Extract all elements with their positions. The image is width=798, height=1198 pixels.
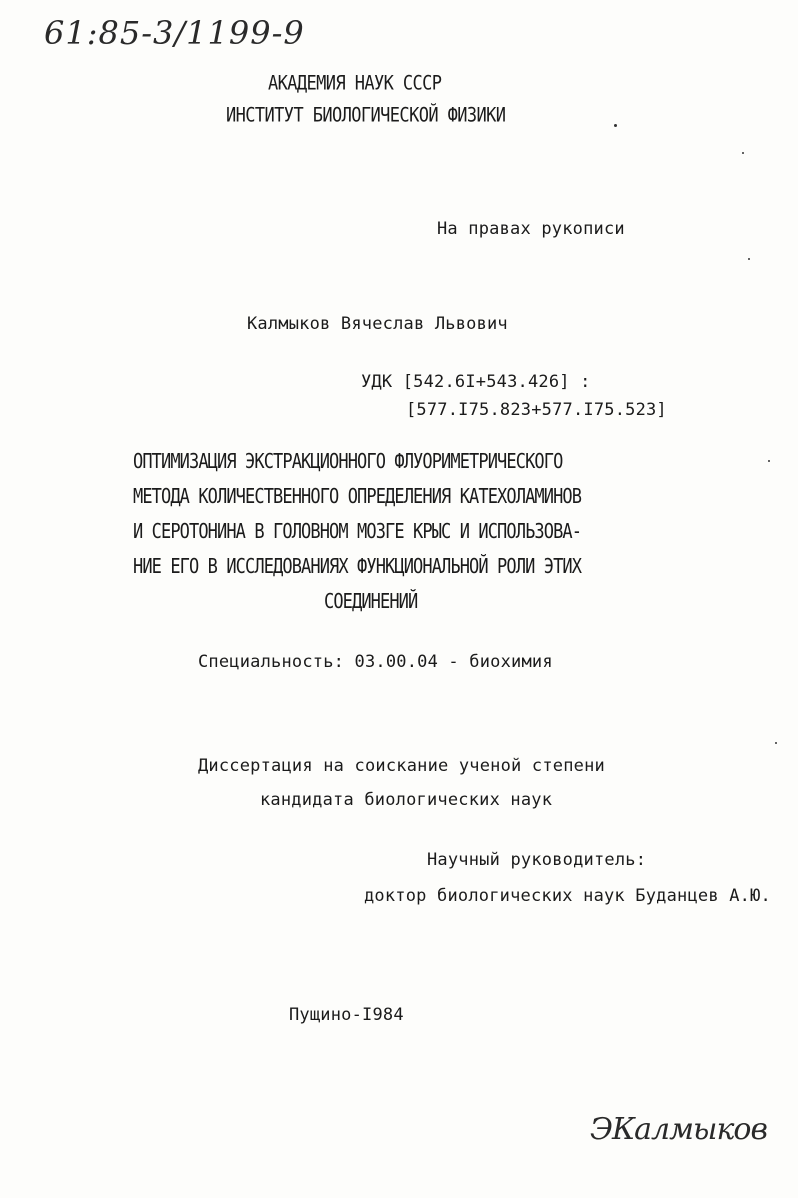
author-name: Калмыков Вячеслав Львович — [247, 314, 508, 334]
udk-line-1: УДК [542.6I+543.426] : — [361, 372, 591, 392]
supervisor-name: доктор биологических наук Буданцев А.Ю. — [364, 886, 771, 906]
scan-speck — [742, 152, 744, 154]
scan-speck — [775, 742, 777, 744]
archive-code: 61:85-3/1199-9 — [44, 14, 305, 52]
scan-speck — [768, 460, 770, 462]
degree-line-1: Диссертация на соискание ученой степени — [198, 756, 605, 776]
signature: ЭКалмыков — [590, 1112, 767, 1147]
rights-note: На правах рукописи — [437, 219, 625, 239]
place-year: Пущино-I984 — [289, 1005, 404, 1025]
scan-speck — [614, 124, 617, 127]
degree-line-2: кандидата биологических наук — [260, 790, 553, 810]
supervisor-label: Научный руководитель: — [427, 850, 647, 870]
specialty: Специальность: 03.00.04 - биохимия — [198, 652, 553, 672]
academy-name: АКАДЕМИЯ НАУК СССР — [268, 72, 442, 95]
scan-speck — [748, 258, 750, 260]
udk-line-2: [577.I75.823+577.I75.523] — [406, 400, 667, 420]
title-line-1: ОПТИМИЗАЦИЯ ЭКСТРАКЦИОННОГО ФЛУОРИМЕТРИЧЕСКОГО — [133, 450, 563, 474]
title-line-4: НИЕ ЕГО В ИССЛЕДОВАНИЯХ ФУНКЦИОНАЛЬНОЙ РОЛИ ЭТИХ — [133, 555, 582, 579]
institute-name: ИНСТИТУТ БИОЛОГИЧЕСКОЙ ФИЗИКИ — [226, 104, 506, 127]
title-line-5: СОЕДИНЕНИЙ — [324, 590, 418, 614]
title-line-3: И СЕРОТОНИНА В ГОЛОВНОМ МОЗГЕ КРЫС И ИСПОЛЬЗОВА- — [133, 520, 582, 544]
title-line-2: МЕТОДА КОЛИЧЕСТВЕННОГО ОПРЕДЕЛЕНИЯ КАТЕХОЛАМИНОВ — [133, 485, 582, 509]
